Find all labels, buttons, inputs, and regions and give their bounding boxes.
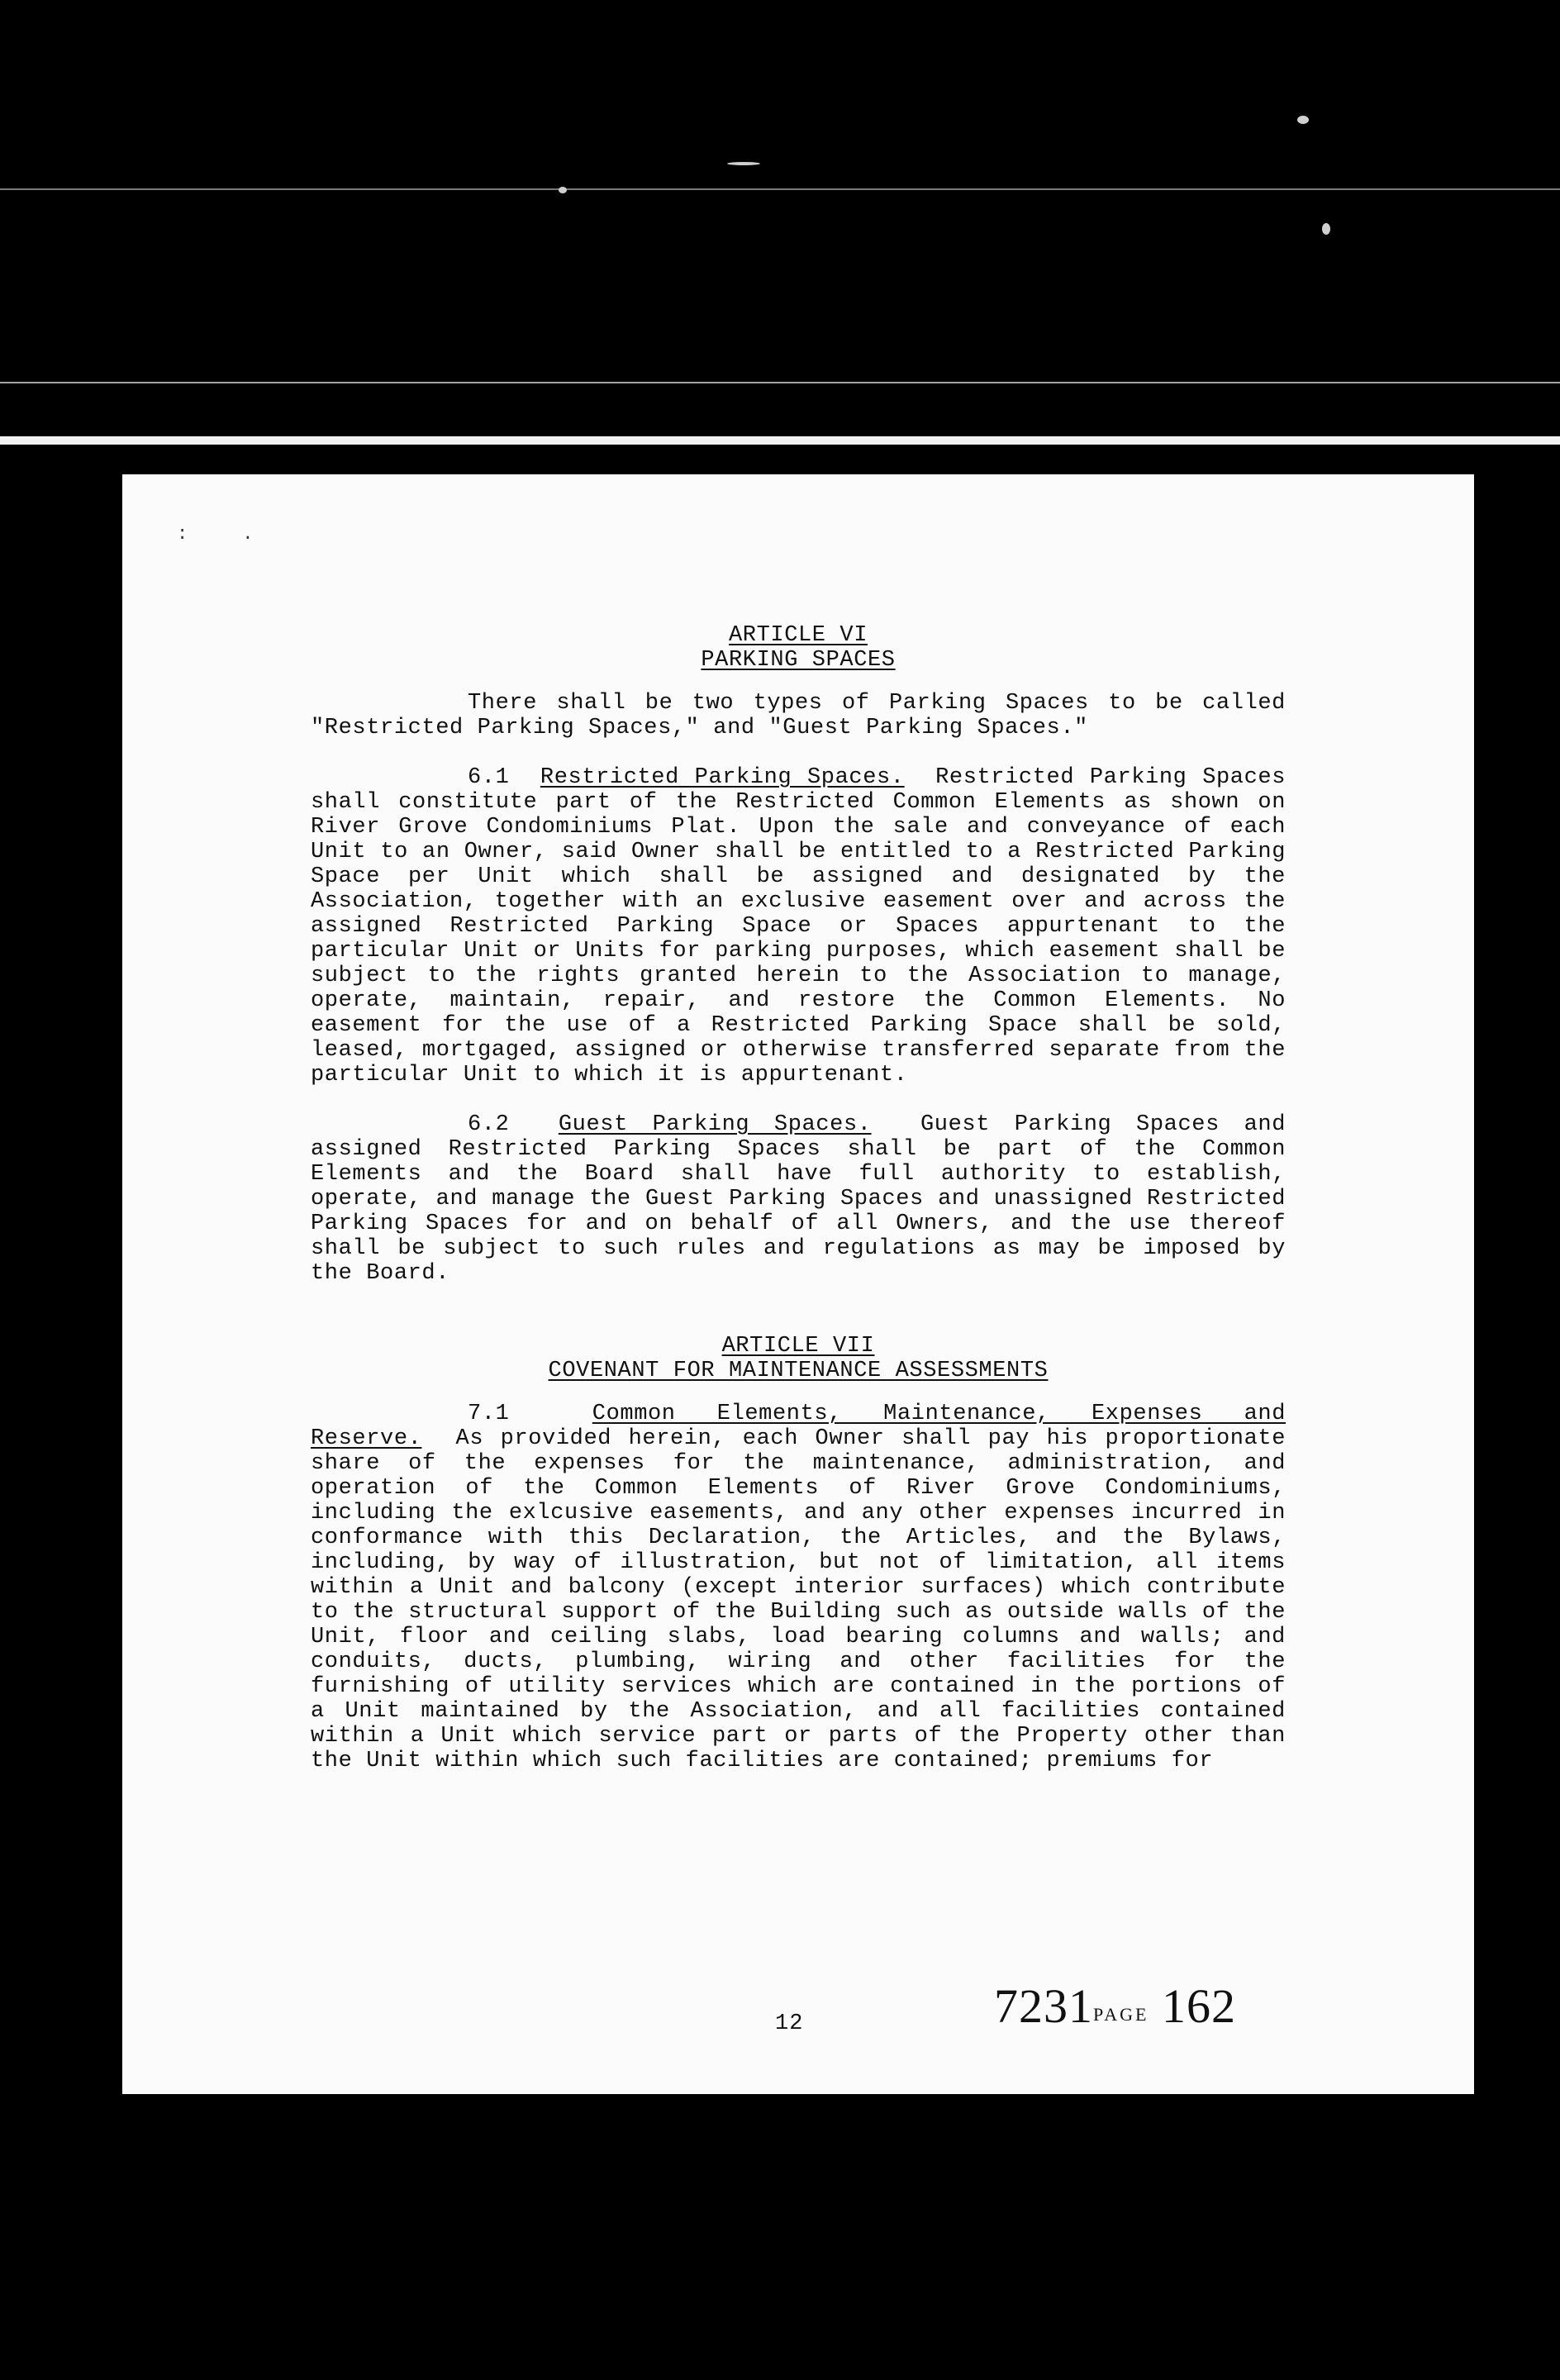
scan-artifact-line [0,188,1560,190]
section-6-2-body: Guest Parking Spaces and assigned Restricted Parking Spaces shall be part of the Common Elements and the Board shall have full authority to establish, operate, and manage the Guest Parking Spaces and unassigned Restricted Parking Spaces for and on behalf of all Owners, and the use thereof shall be subject to such rules and regulations as may be imposed by the Board. [311,1112,1286,1286]
article-vi-title: PARKING SPACES [701,648,896,673]
scan-speck [1297,116,1309,124]
section-6-2 [311,1112,1286,1286]
scan-artifact-line [0,382,1560,383]
page-number: 12 [775,2011,804,2036]
section-6-1-heading: Restricted Parking Spaces. [540,765,905,790]
article-vi-intro: There shall be two types of Parking Spaces to be called "Restricted Parking Spaces," and "Guest Parking Spaces." [311,691,1286,740]
scan-speck [1322,223,1330,235]
section-6-2-number: 6.2 [468,1112,510,1137]
scan-dark-margin [0,0,1560,446]
section-7-1-number: 7.1 [468,1402,510,1426]
section-6-1-body: Restricted Parking Spaces shall constitute part of the Restricted Common Elements as shown on River Grove Condominiums Plat. Upon the sale and conveyance of each Unit to an Owner, said Owner shall be entitled to a Restricted Parking Space per Unit which shall be assigned and designated by the Association, together with an exclusive easement over and across the assigned Restricted Parking Space or Spaces appurtenant to the particular Unit or Units for parking purposes, which easement shall be subject to the rights granted herein to the Association to manage, operate, maintain, repair, and restore the Common Elements. No easement for the use of a Restricted Parking Space shall be sold, leased, mortgaged, assigned or otherwise transferred separate from the particular Unit to which it is appurtenant. [311,765,1287,1088]
stamp-page-number: 162 [1161,1979,1236,2033]
scan-mark: : . [177,524,254,545]
section-6-1 [311,765,1286,1088]
recording-stamp [994,1978,1236,2034]
section-7-1-body: As provided herein, each Owner shall pay his proportionate share of the expenses for the maintenance, administration, and operation of the Common Elements of River Grove Condominiums, including the exlcusive easements, and any other expenses incurred in conformance with this Declaration, the Articles, and the Bylaws, including, by way of illustration, but not of limitation, all items within a Unit and balcony (except interior surfaces) which contribute to the structural support of the Building such as outside walls of the Unit, floor and ceiling slabs, load bearing columns and walls; and conduits, ducts, plumbing, wiring and other facilities for the furnishing of utility services which are contained in the portions of a Unit maintained by the Association, and all facilities contained within a Unit which service part or parts of the Property other than the Unit within which such facilities are contained; premiums for [311,1426,1286,1773]
section-7-1-heading: Common Elements, Maintenance, Expenses and Reserve. [311,1402,1286,1451]
document-body [311,623,1286,1773]
section-6-1-number: 6.1 [468,765,510,790]
section-7-1 [311,1402,1286,1773]
stamp-book-number: 7231 [994,1979,1093,2033]
section-6-2-heading: Guest Parking Spaces. [558,1112,872,1137]
article-vii-title: COVENANT FOR MAINTENANCE ASSESSMENTS [548,1359,1049,1383]
scan-artifact-band [0,436,1560,445]
scan-speck [559,187,567,193]
article-vi-number: ARTICLE VI [728,623,868,648]
article-vii-number: ARTICLE VII [721,1334,875,1359]
scan-speck [727,162,760,165]
document-page [122,474,1474,2094]
stamp-page-label: PAGE [1093,2004,1149,2025]
